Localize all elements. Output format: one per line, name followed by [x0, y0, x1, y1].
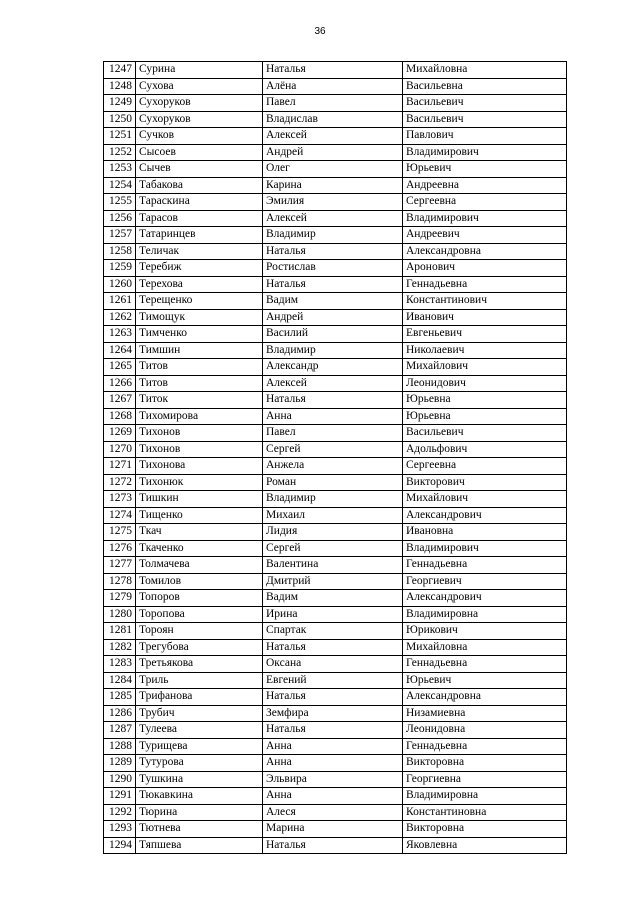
patronymic-cell: Павлович — [403, 128, 567, 145]
table-row — [104, 441, 567, 458]
last-name-cell: Тищенко — [136, 507, 263, 524]
first-name-cell: Оксана — [263, 656, 403, 673]
last-name-cell: Титов — [136, 375, 263, 392]
patronymic-cell: Георгиевич — [403, 573, 567, 590]
patronymic-cell: Леонидович — [403, 375, 567, 392]
first-name-cell: Лидия — [263, 524, 403, 541]
patronymic-cell: Геннадьевна — [403, 738, 567, 755]
table-row — [104, 804, 567, 821]
patronymic-cell: Васильевич — [403, 425, 567, 442]
last-name-cell: Тутурова — [136, 755, 263, 772]
last-name-cell: Тюрина — [136, 804, 263, 821]
first-name-cell: Эльвира — [263, 771, 403, 788]
table-row — [104, 788, 567, 805]
patronymic-cell: Викторовна — [403, 821, 567, 838]
last-name-cell: Сычев — [136, 161, 263, 178]
last-name-cell: Тишкин — [136, 491, 263, 508]
first-name-cell: Дмитрий — [263, 573, 403, 590]
patronymic-cell: Сергеевна — [403, 194, 567, 211]
last-name-cell: Татаринцев — [136, 227, 263, 244]
patronymic-cell: Александровна — [403, 689, 567, 706]
table-row — [104, 557, 567, 574]
row-number-cell: 1266 — [104, 375, 136, 392]
table-row — [104, 78, 567, 95]
last-name-cell: Трубич — [136, 705, 263, 722]
patronymic-cell: Александровна — [403, 243, 567, 260]
last-name-cell: Табакова — [136, 177, 263, 194]
table-row — [104, 276, 567, 293]
patronymic-cell: Викторович — [403, 474, 567, 491]
table-row — [104, 375, 567, 392]
table-row — [104, 689, 567, 706]
last-name-cell: Тулеева — [136, 722, 263, 739]
patronymic-cell: Юрьевич — [403, 161, 567, 178]
last-name-cell: Сучков — [136, 128, 263, 145]
row-number-cell: 1250 — [104, 111, 136, 128]
last-name-cell: Сухова — [136, 78, 263, 95]
first-name-cell: Анна — [263, 755, 403, 772]
first-name-cell: Наталья — [263, 276, 403, 293]
table-row — [104, 524, 567, 541]
row-number-cell: 1292 — [104, 804, 136, 821]
row-number-cell: 1285 — [104, 689, 136, 706]
last-name-cell: Тюкавкина — [136, 788, 263, 805]
last-name-cell: Сысоев — [136, 144, 263, 161]
patronymic-cell: Низамиевна — [403, 705, 567, 722]
row-number-cell: 1259 — [104, 260, 136, 277]
first-name-cell: Владимир — [263, 491, 403, 508]
first-name-cell: Евгений — [263, 672, 403, 689]
last-name-cell: Сухоруков — [136, 95, 263, 112]
table-row — [104, 161, 567, 178]
first-name-cell: Андрей — [263, 144, 403, 161]
table-row — [104, 771, 567, 788]
row-number-cell: 1282 — [104, 639, 136, 656]
row-number-cell: 1269 — [104, 425, 136, 442]
last-name-cell: Тимшин — [136, 342, 263, 359]
table-row — [104, 705, 567, 722]
patronymic-cell: Сергеевна — [403, 458, 567, 475]
row-number-cell: 1257 — [104, 227, 136, 244]
table-row — [104, 342, 567, 359]
last-name-cell: Торопова — [136, 606, 263, 623]
last-name-cell: Тороян — [136, 623, 263, 640]
row-number-cell: 1267 — [104, 392, 136, 409]
last-name-cell: Тихонов — [136, 441, 263, 458]
last-name-cell: Терехова — [136, 276, 263, 293]
patronymic-cell: Васильевич — [403, 95, 567, 112]
row-number-cell: 1262 — [104, 309, 136, 326]
table-row — [104, 408, 567, 425]
table-row — [104, 309, 567, 326]
row-number-cell: 1272 — [104, 474, 136, 491]
first-name-cell: Михаил — [263, 507, 403, 524]
patronymic-cell: Леонидовна — [403, 722, 567, 739]
patronymic-cell: Юрьевна — [403, 408, 567, 425]
row-number-cell: 1283 — [104, 656, 136, 673]
row-number-cell: 1278 — [104, 573, 136, 590]
row-number-cell: 1255 — [104, 194, 136, 211]
first-name-cell: Владимир — [263, 227, 403, 244]
first-name-cell: Алексей — [263, 375, 403, 392]
row-number-cell: 1276 — [104, 540, 136, 557]
table-row — [104, 128, 567, 145]
row-number-cell: 1293 — [104, 821, 136, 838]
patronymic-cell: Юрьевна — [403, 392, 567, 409]
table-row — [104, 540, 567, 557]
row-number-cell: 1268 — [104, 408, 136, 425]
last-name-cell: Тихонова — [136, 458, 263, 475]
table-row — [104, 672, 567, 689]
last-name-cell: Триль — [136, 672, 263, 689]
first-name-cell: Алёна — [263, 78, 403, 95]
last-name-cell: Толмачева — [136, 557, 263, 574]
last-name-cell: Тютнева — [136, 821, 263, 838]
last-name-cell: Титок — [136, 392, 263, 409]
patronymic-cell: Аронович — [403, 260, 567, 277]
last-name-cell: Тушкина — [136, 771, 263, 788]
table-row — [104, 623, 567, 640]
patronymic-cell: Александрович — [403, 590, 567, 607]
last-name-cell: Ткач — [136, 524, 263, 541]
first-name-cell: Эмилия — [263, 194, 403, 211]
first-name-cell: Сергей — [263, 441, 403, 458]
patronymic-cell: Юрьевич — [403, 672, 567, 689]
table-row — [104, 474, 567, 491]
first-name-cell: Анна — [263, 788, 403, 805]
first-name-cell: Алексей — [263, 210, 403, 227]
table-row — [104, 656, 567, 673]
last-name-cell: Теличак — [136, 243, 263, 260]
last-name-cell: Топоров — [136, 590, 263, 607]
last-name-cell: Сурина — [136, 62, 263, 79]
table-row — [104, 260, 567, 277]
table-row — [104, 755, 567, 772]
last-name-cell: Теребиж — [136, 260, 263, 277]
patronymic-cell: Владимирович — [403, 540, 567, 557]
patronymic-cell: Владимирович — [403, 144, 567, 161]
patronymic-cell: Михайлович — [403, 491, 567, 508]
last-name-cell: Третьякова — [136, 656, 263, 673]
table-row — [104, 821, 567, 838]
last-name-cell: Тарасов — [136, 210, 263, 227]
first-name-cell: Наталья — [263, 392, 403, 409]
patronymic-cell: Георгиевна — [403, 771, 567, 788]
patronymic-cell: Юрикович — [403, 623, 567, 640]
last-name-cell: Терещенко — [136, 293, 263, 310]
row-number-cell: 1252 — [104, 144, 136, 161]
last-name-cell: Тараскина — [136, 194, 263, 211]
first-name-cell: Карина — [263, 177, 403, 194]
row-number-cell: 1275 — [104, 524, 136, 541]
row-number-cell: 1248 — [104, 78, 136, 95]
first-name-cell: Наталья — [263, 62, 403, 79]
patronymic-cell: Геннадьевна — [403, 557, 567, 574]
first-name-cell: Наталья — [263, 243, 403, 260]
last-name-cell: Трифанова — [136, 689, 263, 706]
table-row — [104, 392, 567, 409]
patronymic-cell: Владимировна — [403, 606, 567, 623]
row-number-cell: 1291 — [104, 788, 136, 805]
row-number-cell: 1260 — [104, 276, 136, 293]
first-name-cell: Спартак — [263, 623, 403, 640]
last-name-cell: Тихонюк — [136, 474, 263, 491]
row-number-cell: 1251 — [104, 128, 136, 145]
first-name-cell: Наталья — [263, 639, 403, 656]
row-number-cell: 1274 — [104, 507, 136, 524]
table-row — [104, 573, 567, 590]
last-name-cell: Томилов — [136, 573, 263, 590]
patronymic-cell: Александрович — [403, 507, 567, 524]
row-number-cell: 1290 — [104, 771, 136, 788]
patronymic-cell: Владимировна — [403, 788, 567, 805]
row-number-cell: 1288 — [104, 738, 136, 755]
patronymic-cell: Ивановна — [403, 524, 567, 541]
last-name-cell: Турищева — [136, 738, 263, 755]
patronymic-cell: Константинович — [403, 293, 567, 310]
patronymic-cell: Васильевич — [403, 111, 567, 128]
row-number-cell: 1280 — [104, 606, 136, 623]
table-row — [104, 507, 567, 524]
first-name-cell: Василий — [263, 326, 403, 343]
last-name-cell: Тяпшева — [136, 837, 263, 854]
last-name-cell: Тимощук — [136, 309, 263, 326]
table-row — [104, 722, 567, 739]
row-number-cell: 1279 — [104, 590, 136, 607]
table-row — [104, 177, 567, 194]
first-name-cell: Вадим — [263, 293, 403, 310]
row-number-cell: 1256 — [104, 210, 136, 227]
row-number-cell: 1270 — [104, 441, 136, 458]
patronymic-cell: Адольфович — [403, 441, 567, 458]
patronymic-cell: Андреевич — [403, 227, 567, 244]
last-name-cell: Ткаченко — [136, 540, 263, 557]
row-number-cell: 1258 — [104, 243, 136, 260]
table-row — [104, 458, 567, 475]
patronymic-cell: Геннадьевна — [403, 656, 567, 673]
row-number-cell: 1286 — [104, 705, 136, 722]
first-name-cell: Павел — [263, 425, 403, 442]
patronymic-cell: Михайловна — [403, 62, 567, 79]
first-name-cell: Алексей — [263, 128, 403, 145]
row-number-cell: 1271 — [104, 458, 136, 475]
row-number-cell: 1287 — [104, 722, 136, 739]
patronymic-cell: Константиновна — [403, 804, 567, 821]
patronymic-cell: Николаевич — [403, 342, 567, 359]
patronymic-cell: Иванович — [403, 309, 567, 326]
table-row — [104, 210, 567, 227]
row-number-cell: 1261 — [104, 293, 136, 310]
row-number-cell: 1247 — [104, 62, 136, 79]
table-row — [104, 837, 567, 854]
table-row — [104, 194, 567, 211]
first-name-cell: Наталья — [263, 837, 403, 854]
row-number-cell: 1265 — [104, 359, 136, 376]
first-name-cell: Марина — [263, 821, 403, 838]
row-number-cell: 1277 — [104, 557, 136, 574]
row-number-cell: 1249 — [104, 95, 136, 112]
table-row — [104, 606, 567, 623]
table-row — [104, 639, 567, 656]
patronymic-cell: Андреевна — [403, 177, 567, 194]
row-number-cell: 1289 — [104, 755, 136, 772]
patronymic-cell: Михайловна — [403, 639, 567, 656]
patronymic-cell: Евгеньевич — [403, 326, 567, 343]
table-row — [104, 62, 567, 79]
table-row — [104, 293, 567, 310]
patronymic-cell: Викторовна — [403, 755, 567, 772]
roster-table — [103, 61, 567, 854]
first-name-cell: Олег — [263, 161, 403, 178]
row-number-cell: 1294 — [104, 837, 136, 854]
last-name-cell: Тимченко — [136, 326, 263, 343]
row-number-cell: 1281 — [104, 623, 136, 640]
last-name-cell: Тихомирова — [136, 408, 263, 425]
roster-body — [104, 62, 567, 854]
first-name-cell: Роман — [263, 474, 403, 491]
patronymic-cell: Владимирович — [403, 210, 567, 227]
row-number-cell: 1253 — [104, 161, 136, 178]
table-row — [104, 95, 567, 112]
first-name-cell: Анжела — [263, 458, 403, 475]
last-name-cell: Трегубова — [136, 639, 263, 656]
patronymic-cell: Михайлович — [403, 359, 567, 376]
row-number-cell: 1273 — [104, 491, 136, 508]
first-name-cell: Валентина — [263, 557, 403, 574]
row-number-cell: 1263 — [104, 326, 136, 343]
patronymic-cell: Яковлевна — [403, 837, 567, 854]
table-row — [104, 359, 567, 376]
first-name-cell: Наталья — [263, 689, 403, 706]
table-row — [104, 491, 567, 508]
patronymic-cell: Васильевна — [403, 78, 567, 95]
first-name-cell: Владислав — [263, 111, 403, 128]
table-row — [104, 144, 567, 161]
row-number-cell: 1284 — [104, 672, 136, 689]
first-name-cell: Анна — [263, 738, 403, 755]
first-name-cell: Ирина — [263, 606, 403, 623]
row-number-cell: 1264 — [104, 342, 136, 359]
first-name-cell: Земфира — [263, 705, 403, 722]
table-row — [104, 425, 567, 442]
table-row — [104, 227, 567, 244]
first-name-cell: Вадим — [263, 590, 403, 607]
first-name-cell: Алеся — [263, 804, 403, 821]
last-name-cell: Сухоруков — [136, 111, 263, 128]
first-name-cell: Анна — [263, 408, 403, 425]
first-name-cell: Владимир — [263, 342, 403, 359]
first-name-cell: Наталья — [263, 722, 403, 739]
first-name-cell: Павел — [263, 95, 403, 112]
page-number: 36 — [314, 26, 326, 37]
table-row — [104, 738, 567, 755]
first-name-cell: Ростислав — [263, 260, 403, 277]
first-name-cell: Андрей — [263, 309, 403, 326]
table-row — [104, 111, 567, 128]
table-row — [104, 326, 567, 343]
patronymic-cell: Геннадьевна — [403, 276, 567, 293]
last-name-cell: Тихонов — [136, 425, 263, 442]
first-name-cell: Сергей — [263, 540, 403, 557]
row-number-cell: 1254 — [104, 177, 136, 194]
first-name-cell: Александр — [263, 359, 403, 376]
last-name-cell: Титов — [136, 359, 263, 376]
table-row — [104, 243, 567, 260]
table-row — [104, 590, 567, 607]
